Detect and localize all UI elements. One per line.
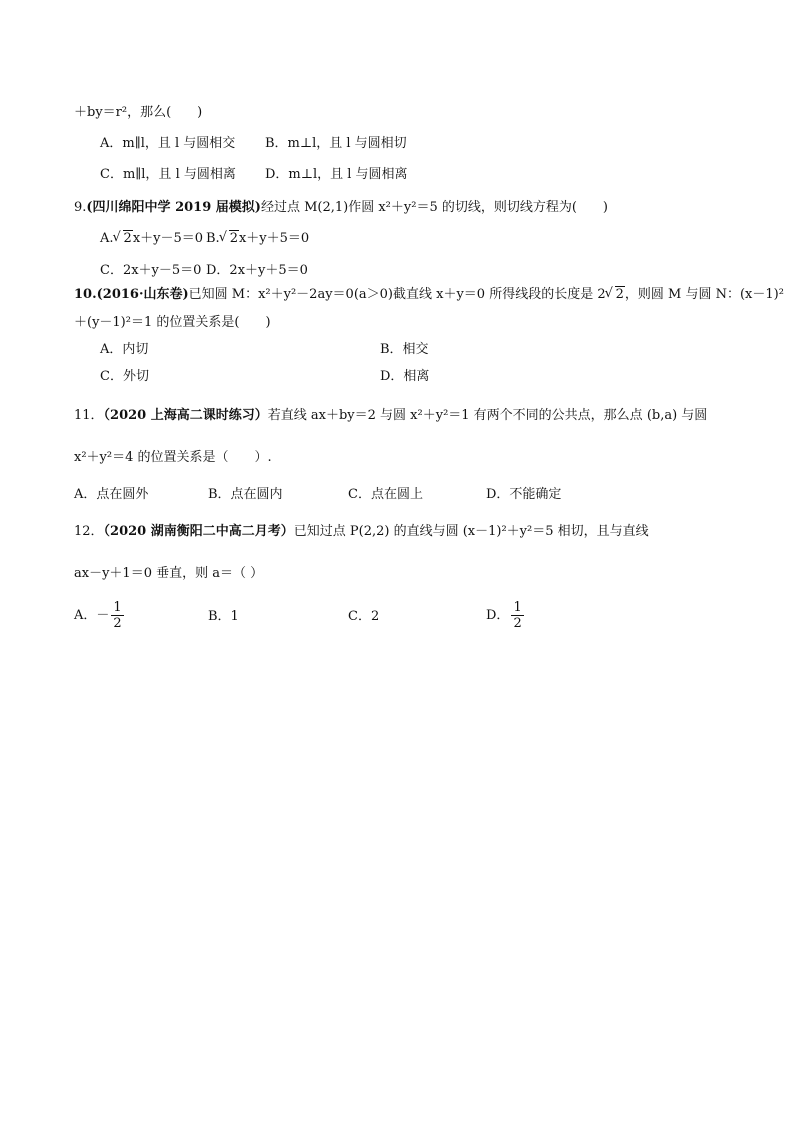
- q12-source: （2020 湖南衡阳二中高二月考）: [103, 524, 294, 539]
- q8-stem-tail: ＋by＝r²，那么( ): [74, 105, 203, 120]
- q12-option-d-label: D．: [486, 607, 510, 623]
- fraction-denominator: 2: [113, 616, 122, 631]
- sqrt-symbol: [114, 230, 133, 248]
- q12-text-a: 已知过点 P(2,2) 的直线与圆 (x－1)²＋y²＝5 相切，且与直线: [293, 524, 649, 539]
- sqrt-symbol: [606, 286, 625, 304]
- q9-option-b-expr: x＋y＋5＝0: [238, 231, 310, 246]
- q12-option-a: [74, 600, 126, 631]
- q10-radicand: 2: [615, 287, 624, 302]
- q9-source: (四川绵阳中学 2019 届模拟): [86, 200, 261, 215]
- q11-option-a: A．点在圆外: [74, 487, 149, 502]
- q8-option-a: A．m∥l，且 l 与圆相交: [100, 136, 236, 151]
- fraction-numerator: 1: [113, 600, 122, 615]
- q11-option-d: D．不能确定: [486, 487, 562, 502]
- q10-option-d: D．相离: [380, 369, 430, 384]
- q11-stem-line2: x²＋y²＝4 的位置关系是（ ）.: [74, 450, 272, 465]
- q10-text-a: 已知圆 M：x²＋y²－2ay＝0(a＞0)截直线 x＋y＝0 所得线段的长度是 2: [188, 287, 606, 302]
- q12-stem-line2: ax－y＋1＝0 垂直，则 a＝（ ）: [74, 566, 264, 581]
- q10-text-b: ，则圆 M 与圆 N：(x－1)²: [624, 287, 784, 302]
- q9-option-b-label: B.: [206, 231, 220, 246]
- q10-option-c: C．外切: [100, 369, 149, 384]
- q12-option-d: [486, 600, 526, 631]
- q9-option-c: C．2x＋y－5＝0: [100, 263, 202, 278]
- q10-option-b: B．相交: [380, 342, 429, 357]
- q9-option-a-label: A.: [100, 231, 114, 246]
- q9-stem: [74, 199, 608, 217]
- q9-option-a: [100, 230, 203, 248]
- q9-option-b-radicand: 2: [229, 231, 238, 246]
- q11-option-c: C．点在圆上: [348, 487, 423, 502]
- q11-number: 11．: [74, 408, 104, 423]
- q11-text-a: 若直线 ax＋by＝2 与圆 x²＋y²＝1 有两个不同的公共点，那么点 (b,a) 与圆: [267, 408, 708, 423]
- q12-option-b: B．1: [208, 609, 239, 624]
- q10-number: 10.: [74, 287, 97, 302]
- q9-option-b: [206, 230, 309, 248]
- q12-stem-line1: [74, 523, 649, 541]
- q9-text: 经过点 M(2,1)作圆 x²＋y²＝5 的切线，则切线方程为( ): [260, 200, 608, 215]
- q10-stem-line2: ＋(y－1)²＝1 的位置关系是( ): [74, 315, 271, 330]
- q12-number: 12．: [74, 524, 104, 539]
- sqrt-symbol: [220, 230, 239, 248]
- q12-option-a-fraction: [111, 600, 123, 631]
- q11-stem-line1: [74, 407, 707, 425]
- q11-option-b: B．点在圆内: [208, 487, 283, 502]
- fraction-denominator: 2: [513, 616, 522, 631]
- q9-option-a-expr: x＋y－5＝0: [132, 231, 204, 246]
- q9-option-d: D．2x＋y＋5＝0: [206, 263, 308, 278]
- q10-option-a: A．内切: [100, 342, 149, 357]
- q12-option-a-label: A．－: [74, 607, 110, 623]
- q12-option-d-fraction: [511, 600, 523, 631]
- q12-option-c: C．2: [348, 609, 380, 624]
- q8-option-d: D．m⊥l，且 l 与圆相离: [265, 167, 408, 182]
- fraction-numerator: 1: [513, 600, 522, 615]
- q10-stem-line1: [74, 286, 784, 304]
- q10-source: (2016·山东卷): [96, 287, 189, 302]
- q9-option-a-radicand: 2: [123, 231, 132, 246]
- q9-number: 9.: [74, 200, 87, 215]
- q8-option-c: C．m∥l，且 l 与圆相离: [100, 167, 236, 182]
- q8-option-b: B．m⊥l，且 l 与圆相切: [265, 136, 407, 151]
- q11-source: （2020 上海高二课时练习）: [103, 408, 268, 423]
